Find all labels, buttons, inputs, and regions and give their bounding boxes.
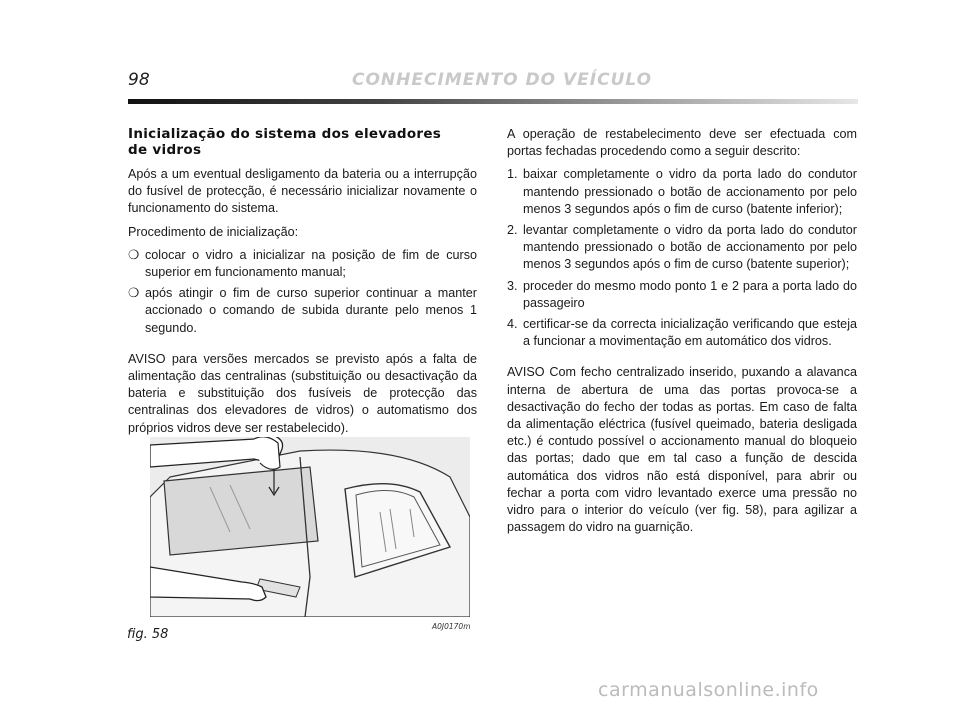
list-item <box>507 278 857 312</box>
procedure-heading: Procedimento de inicialização: <box>128 224 299 239</box>
watermark: carmanualsonline.info <box>598 679 819 701</box>
left-column <box>128 126 477 443</box>
reset-intro: A operação de restabelecimento deve ser efectuada com portas fechadas procedendo como a seguir descrito: <box>507 127 857 159</box>
car-door-window-illustration <box>150 437 470 617</box>
right-column <box>507 126 857 542</box>
step-number: 4. <box>507 317 518 332</box>
step-text: proceder do mesmo modo ponto 1 e 2 para a porta lado do passageiro <box>523 278 857 310</box>
intro-paragraph: Após a um eventual desligamento da bateria ou a interrupção do fusível de protecção, é necessário inicializar novamente o funcionamento do sistema. <box>128 167 477 216</box>
step-number: 3. <box>507 278 518 293</box>
aviso-paragraph-left: AVISO para versões mercados se previsto após a falta de alimentação das centralinas (substituição ou desactivação da bateria e substituição dos fusíveis de protecção das centralinas dos elevadores de vidros) o automatismo dos próprios vidros deve ser restabelecido). <box>128 351 477 435</box>
section-title <box>128 126 477 158</box>
list-item <box>128 247 477 281</box>
list-item <box>507 222 857 274</box>
header-rule <box>128 99 858 104</box>
page-number: 98 <box>128 70 150 90</box>
figure-code: A0J0170m <box>432 622 471 631</box>
list-item <box>128 285 477 337</box>
step-text: levantar completamente o vidro da porta lado do condutor mantendo pressionado o botão de accionamento por pelo menos 3 segundos após o fim de curso (batente superior); <box>523 223 857 272</box>
list-item <box>507 316 857 350</box>
aviso-paragraph-right: AVISO Com fecho centralizado inserido, puxando a alavanca interna de abertura de uma das portas provoca-se a desactivação do fecho der todas as portas. Em caso de falta da alimentação eléctrica (fusível queimado, bateria desligada etc.) é contudo possível o accionamento manual do bloqueio das portas; dado que em tal caso a função de descida automática dos vidros não está disponível, para abrir ou fechar a porta com vidro levantado exerce uma pressão no vidro para o interior do veículo (ver fig. 58), para agilizar a passagem do vidro na guarnição. <box>507 365 857 535</box>
step-text: baixar completamente o vidro da porta lado do condutor mantendo pressionado o botão de accionamento por pelo menos 3 segundos após o fim de curso (batente inferior); <box>523 167 857 216</box>
step-number: 1. <box>507 167 518 182</box>
circle-bullet-icon: ❍ <box>128 286 140 301</box>
list-item <box>507 166 857 218</box>
circle-bullet-icon: ❍ <box>128 247 140 262</box>
section-title-line2: de vidros <box>128 142 202 158</box>
bullet-text: após atingir o fim de curso superior continuar a manter accionado o comando de subida durante pelo menos 1 segundo. <box>145 286 477 335</box>
section-title-line1: Inicialização do sistema dos elevadores <box>128 126 442 142</box>
step-text: certificar-se da correcta inicialização verificando que esteja a funcionar a movimentação em automático dos vidros. <box>523 317 857 349</box>
figure-label: fig. 58 <box>127 627 169 642</box>
step-number: 2. <box>507 223 518 238</box>
reset-steps <box>507 166 857 350</box>
figure-car-window <box>150 437 470 617</box>
header-title: CONHECIMENTO DO VEÍCULO <box>352 70 653 90</box>
bullet-text: colocar o vidro a inicializar na posição de fim de curso superior em funcionamento manual; <box>145 247 477 280</box>
procedure-bullets <box>128 247 477 337</box>
